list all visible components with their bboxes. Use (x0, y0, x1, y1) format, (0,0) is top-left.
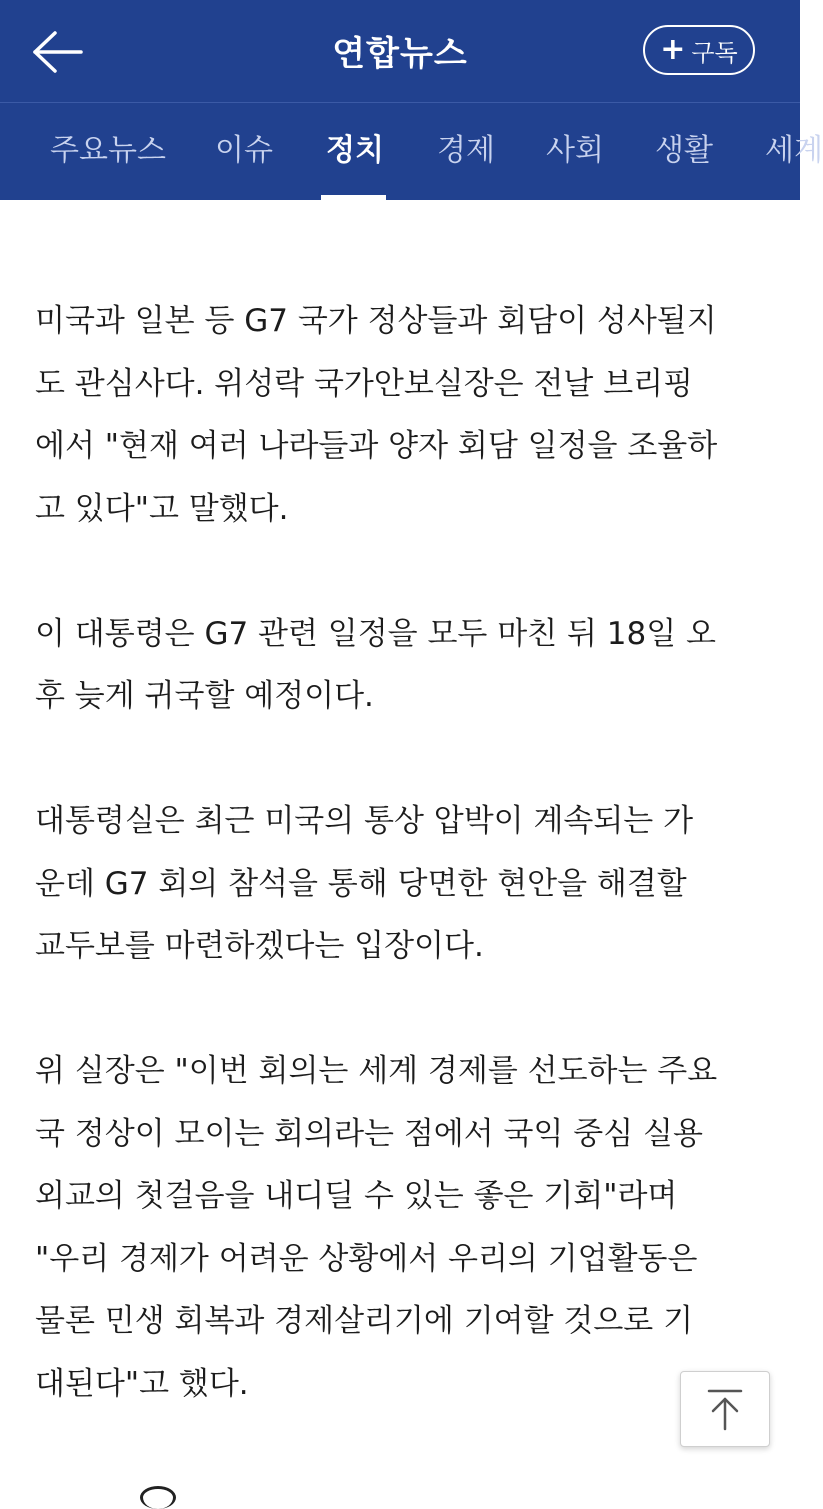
tab-life[interactable]: 생활 (655, 133, 713, 168)
tab-main-news[interactable]: 주요뉴스 (50, 133, 166, 168)
article-body (35, 290, 775, 1478)
tab-economy[interactable]: 경제 (437, 133, 495, 168)
tab-politics[interactable]: 정치 (326, 133, 384, 168)
plus-icon: + (660, 32, 686, 67)
tab-society[interactable]: 사회 (546, 133, 604, 168)
article-paragraph: 미국과 일본 등 G7 국가 정상들과 회담이 성사될지 도 관심사다. 위성락 국가안보실장은 전날 브리핑 에서 "현재 여러 나라들과 양자 회담 일정을 조율하 고 있다"고 말했다. (35, 303, 718, 527)
scroll-to-top-button[interactable] (680, 1371, 770, 1447)
article-paragraph: 위 실장은 "이번 회의는 세계 경제를 선도하는 주요 국 정상이 모이는 회의라는 점에서 국익 중심 실용 외교의 첫걸음을 내디딜 수 있는 좋은 기회"라며 "우리 경제가 어려운 상황에서 우리의 기업활동은 물론 민생 회복과 경제살리기에 기여할 것으로 기 대된다"고 했다. (35, 1053, 718, 1402)
active-tab-indicator (321, 195, 386, 200)
cut-off-content (140, 1486, 176, 1509)
category-tabs (0, 103, 823, 200)
subscribe-button[interactable] (643, 25, 755, 75)
tab-world[interactable]: 세계 (765, 133, 823, 168)
app-header (0, 0, 800, 103)
article-paragraph: 대통령실은 최근 미국의 통상 압박이 계속되는 가 운데 G7 회의 참석을 통해 당면한 현안을 해결할 교두보를 마련하겠다는 입장이다. (35, 803, 694, 964)
subscribe-label: 구독 (691, 38, 738, 67)
tab-issue[interactable]: 이슈 (215, 133, 273, 168)
arrow-up-to-top-icon (705, 1387, 745, 1431)
article-paragraph: 이 대통령은 G7 관련 일정을 모두 마친 뒤 18일 오 후 늦게 귀국할 예정이다. (35, 615, 716, 714)
page-title: 연합뉴스 (332, 34, 468, 74)
